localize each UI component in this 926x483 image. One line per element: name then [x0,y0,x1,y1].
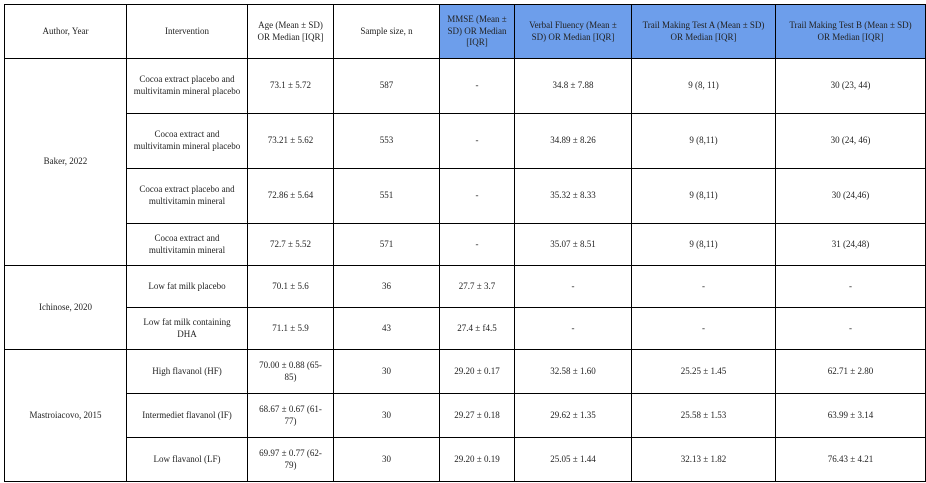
mmse-cell: 27.7 ± 3.7 [440,266,515,308]
intervention-cell: Low fat milk containing DHA [127,308,248,350]
header-mmse: MMSE (Mean ± SD) OR Median [IQR] [440,5,515,59]
header-intervention: Intervention [127,5,248,59]
trail-making-b-cell: 63.99 ± 3.14 [776,394,926,438]
table-row [5,308,926,350]
age-cell: 72.86 ± 5.64 [248,169,334,224]
table-row [5,224,926,266]
age-cell: 68.67 ± 0.67 (61-77) [248,394,334,438]
trail-making-b-cell: - [776,308,926,350]
age-cell: 73.1 ± 5.72 [248,59,334,114]
age-cell: 72.7 ± 5.52 [248,224,334,266]
age-cell: 71.1 ± 5.9 [248,308,334,350]
trail-making-a-cell: 9 (8, 11) [632,59,776,114]
table-row [5,438,926,482]
trail-making-a-cell: - [632,308,776,350]
verbal-fluency-cell: 35.07 ± 8.51 [515,224,632,266]
header-row [5,5,926,59]
intervention-cell: Cocoa extract placebo and multivitamin mineral placebo [127,59,248,114]
header-trail-making-a: Trail Making Test A (Mean ± SD) OR Median [IQR] [632,5,776,59]
trail-making-b-cell: 30 (23, 44) [776,59,926,114]
author-cell: Baker, 2022 [5,59,127,266]
age-cell: 70.1 ± 5.6 [248,266,334,308]
verbal-fluency-cell: 25.05 ± 1.44 [515,438,632,482]
author-cell: Mastroiacovo, 2015 [5,350,127,482]
sample-size-cell: 36 [334,266,440,308]
header-sample-size: Sample size, n [334,5,440,59]
verbal-fluency-cell: - [515,308,632,350]
mmse-cell: 29.20 ± 0.17 [440,350,515,394]
table-row [5,114,926,169]
sample-size-cell: 30 [334,350,440,394]
trail-making-a-cell: 9 (8,11) [632,114,776,169]
header-verbal-fluency: Verbal Fluency (Mean ± SD) OR Median [IQR] [515,5,632,59]
sample-size-cell: 551 [334,169,440,224]
author-cell: Ichinose, 2020 [5,266,127,350]
table-row [5,59,926,114]
sample-size-cell: 30 [334,438,440,482]
header-trail-making-b: Trail Making Test B (Mean ± SD) OR Median [IQR] [776,5,926,59]
mmse-cell: - [440,169,515,224]
intervention-cell: High flavanol (HF) [127,350,248,394]
verbal-fluency-cell: 34.8 ± 7.88 [515,59,632,114]
study-table [4,4,926,482]
intervention-cell: Cocoa extract and multivitamin mineral [127,224,248,266]
intervention-cell: Low flavanol (LF) [127,438,248,482]
header-age: Age (Mean ± SD) OR Median [IQR] [248,5,334,59]
intervention-cell: Cocoa extract and multivitamin mineral placebo [127,114,248,169]
mmse-cell: - [440,224,515,266]
sample-size-cell: 30 [334,394,440,438]
mmse-cell: - [440,114,515,169]
verbal-fluency-cell: 32.58 ± 1.60 [515,350,632,394]
trail-making-a-cell: 9 (8,11) [632,169,776,224]
mmse-cell: 27.4 ± f4.5 [440,308,515,350]
verbal-fluency-cell: 35.32 ± 8.33 [515,169,632,224]
intervention-cell: Cocoa extract placebo and multivitamin mineral [127,169,248,224]
trail-making-b-cell: 76.43 ± 4.21 [776,438,926,482]
sample-size-cell: 571 [334,224,440,266]
age-cell: 73.21 ± 5.62 [248,114,334,169]
trail-making-b-cell: 30 (24,46) [776,169,926,224]
verbal-fluency-cell: 34.89 ± 8.26 [515,114,632,169]
table-row [5,350,926,394]
mmse-cell: - [440,59,515,114]
verbal-fluency-cell: - [515,266,632,308]
mmse-cell: 29.20 ± 0.19 [440,438,515,482]
trail-making-b-cell: 31 (24,48) [776,224,926,266]
sample-size-cell: 587 [334,59,440,114]
header-author-year: Author, Year [5,5,127,59]
trail-making-a-cell: 32.13 ± 1.82 [632,438,776,482]
intervention-cell: Low fat milk placebo [127,266,248,308]
table-row [5,169,926,224]
age-cell: 70.00 ± 0.88 (65-85) [248,350,334,394]
table-row [5,394,926,438]
trail-making-b-cell: - [776,266,926,308]
trail-making-b-cell: 30 (24, 46) [776,114,926,169]
trail-making-b-cell: 62.71 ± 2.80 [776,350,926,394]
table-row [5,266,926,308]
age-cell: 69.97 ± 0.77 (62-79) [248,438,334,482]
trail-making-a-cell: 25.25 ± 1.45 [632,350,776,394]
mmse-cell: 29.27 ± 0.18 [440,394,515,438]
trail-making-a-cell: 9 (8,11) [632,224,776,266]
verbal-fluency-cell: 29.62 ± 1.35 [515,394,632,438]
intervention-cell: Intermediet flavanol (IF) [127,394,248,438]
trail-making-a-cell: 25.58 ± 1.53 [632,394,776,438]
sample-size-cell: 43 [334,308,440,350]
trail-making-a-cell: - [632,266,776,308]
sample-size-cell: 553 [334,114,440,169]
